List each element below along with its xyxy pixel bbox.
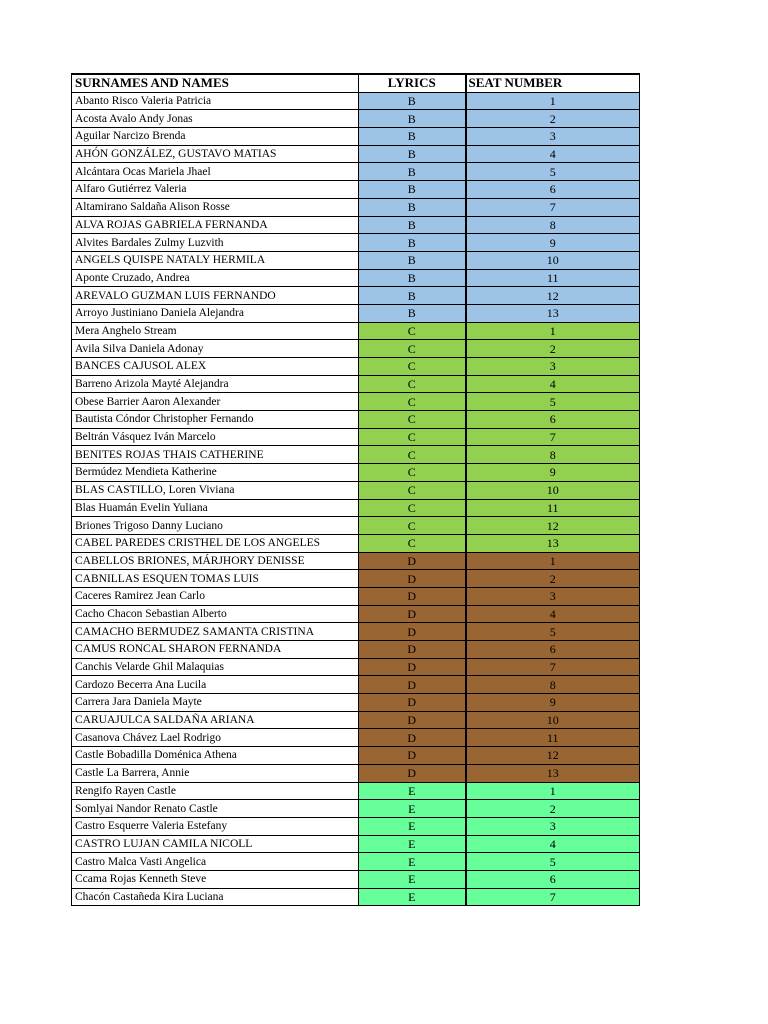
name-cell: CASTRO LUJAN CAMILA NICOLL xyxy=(72,835,359,853)
table-row xyxy=(72,764,640,782)
lyrics-cell: B xyxy=(359,304,466,322)
lyrics-cell: D xyxy=(359,605,466,623)
name-cell: Bermúdez Mendieta Katherine xyxy=(72,464,359,482)
lyrics-cell: B xyxy=(359,145,466,163)
name-cell: Aguilar Narcizo Brenda xyxy=(72,128,359,146)
table-row xyxy=(72,446,640,464)
table-row xyxy=(72,251,640,269)
table-row xyxy=(72,198,640,216)
seat-number-cell: 3 xyxy=(466,358,640,376)
name-cell: CABEL PAREDES CRISTHEL DE LOS ANGELES xyxy=(72,534,359,552)
name-cell: Altamirano Saldaña Alison Rosse xyxy=(72,198,359,216)
lyrics-cell: D xyxy=(359,711,466,729)
lyrics-cell: D xyxy=(359,623,466,641)
seat-number-cell: 13 xyxy=(466,764,640,782)
lyrics-cell: E xyxy=(359,800,466,818)
name-cell: Carrera Jara Daniela Mayte xyxy=(72,694,359,712)
lyrics-cell: E xyxy=(359,853,466,871)
seat-number-cell: 8 xyxy=(466,676,640,694)
table-row xyxy=(72,287,640,305)
lyrics-cell: C xyxy=(359,481,466,499)
name-cell: CAMUS RONCAL SHARON FERNANDA xyxy=(72,641,359,659)
seat-number-cell: 2 xyxy=(466,800,640,818)
lyrics-cell: D xyxy=(359,747,466,765)
seat-number-cell: 4 xyxy=(466,835,640,853)
table-row xyxy=(72,623,640,641)
seat-number-cell: 7 xyxy=(466,198,640,216)
table-row xyxy=(72,464,640,482)
seat-number-cell: 6 xyxy=(466,411,640,429)
lyrics-cell: B xyxy=(359,198,466,216)
lyrics-cell: B xyxy=(359,163,466,181)
table-row xyxy=(72,711,640,729)
name-cell: ANGELS QUISPE NATALY HERMILA xyxy=(72,251,359,269)
lyrics-cell: D xyxy=(359,729,466,747)
lyrics-cell: D xyxy=(359,641,466,659)
table-row xyxy=(72,517,640,535)
lyrics-cell: B xyxy=(359,92,466,110)
table-row xyxy=(72,234,640,252)
header-row xyxy=(72,74,640,92)
seat-number-cell: 2 xyxy=(466,110,640,128)
name-cell: Ccama Rojas Kenneth Steve xyxy=(72,870,359,888)
seat-number-cell: 10 xyxy=(466,251,640,269)
seat-number-cell: 7 xyxy=(466,428,640,446)
table-row xyxy=(72,110,640,128)
seating-table xyxy=(71,73,640,906)
table-row xyxy=(72,694,640,712)
name-cell: Avila Silva Daniela Adonay xyxy=(72,340,359,358)
name-cell: Castle Bobadilla Doménica Athena xyxy=(72,747,359,765)
seat-number-cell: 12 xyxy=(466,517,640,535)
name-cell: Abanto Risco Valeria Patricia xyxy=(72,92,359,110)
seat-number-cell: 13 xyxy=(466,534,640,552)
table-row xyxy=(72,676,640,694)
name-cell: Somlyai Nandor Renato Castle xyxy=(72,800,359,818)
name-cell: Mera Anghelo Stream xyxy=(72,322,359,340)
header-surnames-names: SURNAMES AND NAMES xyxy=(72,74,359,92)
lyrics-cell: D xyxy=(359,658,466,676)
name-cell: BENITES ROJAS THAIS CATHERINE xyxy=(72,446,359,464)
lyrics-cell: D xyxy=(359,676,466,694)
table-row xyxy=(72,570,640,588)
table-row xyxy=(72,641,640,659)
lyrics-cell: C xyxy=(359,499,466,517)
name-cell: Bautista Cóndor Christopher Fernando xyxy=(72,411,359,429)
name-cell: Castro Malca Vasti Angelica xyxy=(72,853,359,871)
seat-number-cell: 5 xyxy=(466,393,640,411)
lyrics-cell: C xyxy=(359,428,466,446)
seat-number-cell: 8 xyxy=(466,216,640,234)
table-row xyxy=(72,92,640,110)
table-row xyxy=(72,870,640,888)
seat-number-cell: 4 xyxy=(466,145,640,163)
name-cell: Casanova Chávez Lael Rodrigo xyxy=(72,729,359,747)
table-row xyxy=(72,499,640,517)
seat-number-cell: 11 xyxy=(466,729,640,747)
lyrics-cell: C xyxy=(359,340,466,358)
table-row xyxy=(72,428,640,446)
name-cell: Cacho Chacon Sebastian Alberto xyxy=(72,605,359,623)
table-row xyxy=(72,658,640,676)
table-row xyxy=(72,835,640,853)
seat-number-cell: 9 xyxy=(466,234,640,252)
seat-number-cell: 3 xyxy=(466,817,640,835)
lyrics-cell: B xyxy=(359,234,466,252)
table-row xyxy=(72,145,640,163)
seat-number-cell: 11 xyxy=(466,269,640,287)
lyrics-cell: C xyxy=(359,358,466,376)
lyrics-cell: C xyxy=(359,517,466,535)
seat-number-cell: 7 xyxy=(466,888,640,906)
name-cell: Caceres Ramirez Jean Carlo xyxy=(72,587,359,605)
lyrics-cell: C xyxy=(359,375,466,393)
seat-number-cell: 3 xyxy=(466,128,640,146)
name-cell: CABNILLAS ESQUEN TOMAS LUIS xyxy=(72,570,359,588)
lyrics-cell: B xyxy=(359,181,466,199)
table-row xyxy=(72,481,640,499)
seat-number-cell: 1 xyxy=(466,552,640,570)
table-row xyxy=(72,181,640,199)
table-row xyxy=(72,552,640,570)
seat-number-cell: 5 xyxy=(466,623,640,641)
seat-number-cell: 2 xyxy=(466,570,640,588)
lyrics-cell: D xyxy=(359,764,466,782)
name-cell: Canchis Velarde Ghil Malaquias xyxy=(72,658,359,676)
lyrics-cell: B xyxy=(359,216,466,234)
table-row xyxy=(72,817,640,835)
name-cell: CABELLOS BRIONES, MÁRJHORY DENISSE xyxy=(72,552,359,570)
name-cell: Obese Barrier Aaron Alexander xyxy=(72,393,359,411)
name-cell: Castro Esquerre Valeria Estefany xyxy=(72,817,359,835)
lyrics-cell: C xyxy=(359,322,466,340)
name-cell: Cardozo Becerra Ana Lucila xyxy=(72,676,359,694)
seat-number-cell: 12 xyxy=(466,287,640,305)
seat-number-cell: 7 xyxy=(466,658,640,676)
seat-number-cell: 6 xyxy=(466,181,640,199)
name-cell: Beltrán Vásquez Iván Marcelo xyxy=(72,428,359,446)
name-cell: BLAS CASTILLO, Loren Viviana xyxy=(72,481,359,499)
seat-number-cell: 8 xyxy=(466,446,640,464)
lyrics-cell: B xyxy=(359,110,466,128)
header-seat-number: SEAT NUMBER xyxy=(466,74,640,92)
table-row xyxy=(72,163,640,181)
table-row xyxy=(72,358,640,376)
table-row xyxy=(72,128,640,146)
name-cell: Acosta Avalo Andy Jonas xyxy=(72,110,359,128)
name-cell: Rengifo Rayen Castle xyxy=(72,782,359,800)
name-cell: Castle La Barrera, Annie xyxy=(72,764,359,782)
name-cell: Briones Trigoso Danny Luciano xyxy=(72,517,359,535)
lyrics-cell: E xyxy=(359,870,466,888)
table-row xyxy=(72,411,640,429)
lyrics-cell: C xyxy=(359,393,466,411)
table-row xyxy=(72,782,640,800)
lyrics-cell: B xyxy=(359,251,466,269)
lyrics-cell: E xyxy=(359,782,466,800)
seat-number-cell: 10 xyxy=(466,711,640,729)
lyrics-cell: D xyxy=(359,552,466,570)
seat-number-cell: 4 xyxy=(466,605,640,623)
lyrics-cell: D xyxy=(359,570,466,588)
seat-number-cell: 10 xyxy=(466,481,640,499)
name-cell: Blas Huamán Evelin Yuliana xyxy=(72,499,359,517)
name-cell: AHÓN GONZÁLEZ, GUSTAVO MATIAS xyxy=(72,145,359,163)
name-cell: Aponte Cruzado, Andrea xyxy=(72,269,359,287)
seat-number-cell: 1 xyxy=(466,92,640,110)
lyrics-cell: C xyxy=(359,534,466,552)
name-cell: Chacón Castañeda Kira Luciana xyxy=(72,888,359,906)
lyrics-cell: C xyxy=(359,446,466,464)
seat-number-cell: 3 xyxy=(466,587,640,605)
table-row xyxy=(72,605,640,623)
seat-number-cell: 2 xyxy=(466,340,640,358)
seat-number-cell: 4 xyxy=(466,375,640,393)
table-row xyxy=(72,304,640,322)
lyrics-cell: D xyxy=(359,587,466,605)
name-cell: Alfaro Gutiérrez Valeria xyxy=(72,181,359,199)
lyrics-cell: C xyxy=(359,464,466,482)
table-row xyxy=(72,747,640,765)
lyrics-cell: E xyxy=(359,835,466,853)
name-cell: Alcántara Ocas Mariela Jhael xyxy=(72,163,359,181)
seat-number-cell: 5 xyxy=(466,853,640,871)
table-row xyxy=(72,375,640,393)
table-row xyxy=(72,216,640,234)
lyrics-cell: B xyxy=(359,287,466,305)
seat-number-cell: 5 xyxy=(466,163,640,181)
table-body xyxy=(72,92,640,906)
lyrics-cell: D xyxy=(359,694,466,712)
name-cell: Arroyo Justiniano Daniela Alejandra xyxy=(72,304,359,322)
table-row xyxy=(72,269,640,287)
seat-number-cell: 11 xyxy=(466,499,640,517)
table-row xyxy=(72,800,640,818)
lyrics-cell: C xyxy=(359,411,466,429)
table-row xyxy=(72,393,640,411)
seat-number-cell: 9 xyxy=(466,694,640,712)
name-cell: AREVALO GUZMAN LUIS FERNANDO xyxy=(72,287,359,305)
lyrics-cell: B xyxy=(359,269,466,287)
lyrics-cell: B xyxy=(359,128,466,146)
table-row xyxy=(72,587,640,605)
seat-number-cell: 1 xyxy=(466,322,640,340)
name-cell: Barreno Arizola Mayté Alejandra xyxy=(72,375,359,393)
table-row xyxy=(72,729,640,747)
table-row xyxy=(72,534,640,552)
lyrics-cell: E xyxy=(359,888,466,906)
table-row xyxy=(72,853,640,871)
seat-number-cell: 12 xyxy=(466,747,640,765)
table-row xyxy=(72,888,640,906)
seat-number-cell: 13 xyxy=(466,304,640,322)
seat-number-cell: 6 xyxy=(466,641,640,659)
name-cell: ALVA ROJAS GABRIELA FERNANDA xyxy=(72,216,359,234)
seat-number-cell: 9 xyxy=(466,464,640,482)
seat-number-cell: 6 xyxy=(466,870,640,888)
lyrics-cell: E xyxy=(359,817,466,835)
header-lyrics: LYRICS xyxy=(359,74,466,92)
table-row xyxy=(72,322,640,340)
name-cell: CARUAJULCA SALDAÑA ARIANA xyxy=(72,711,359,729)
name-cell: CAMACHO BERMUDEZ SAMANTA CRISTINA xyxy=(72,623,359,641)
name-cell: Alvites Bardales Zulmy Luzvith xyxy=(72,234,359,252)
seat-number-cell: 1 xyxy=(466,782,640,800)
name-cell: BANCES CAJUSOL ALEX xyxy=(72,358,359,376)
table-row xyxy=(72,340,640,358)
